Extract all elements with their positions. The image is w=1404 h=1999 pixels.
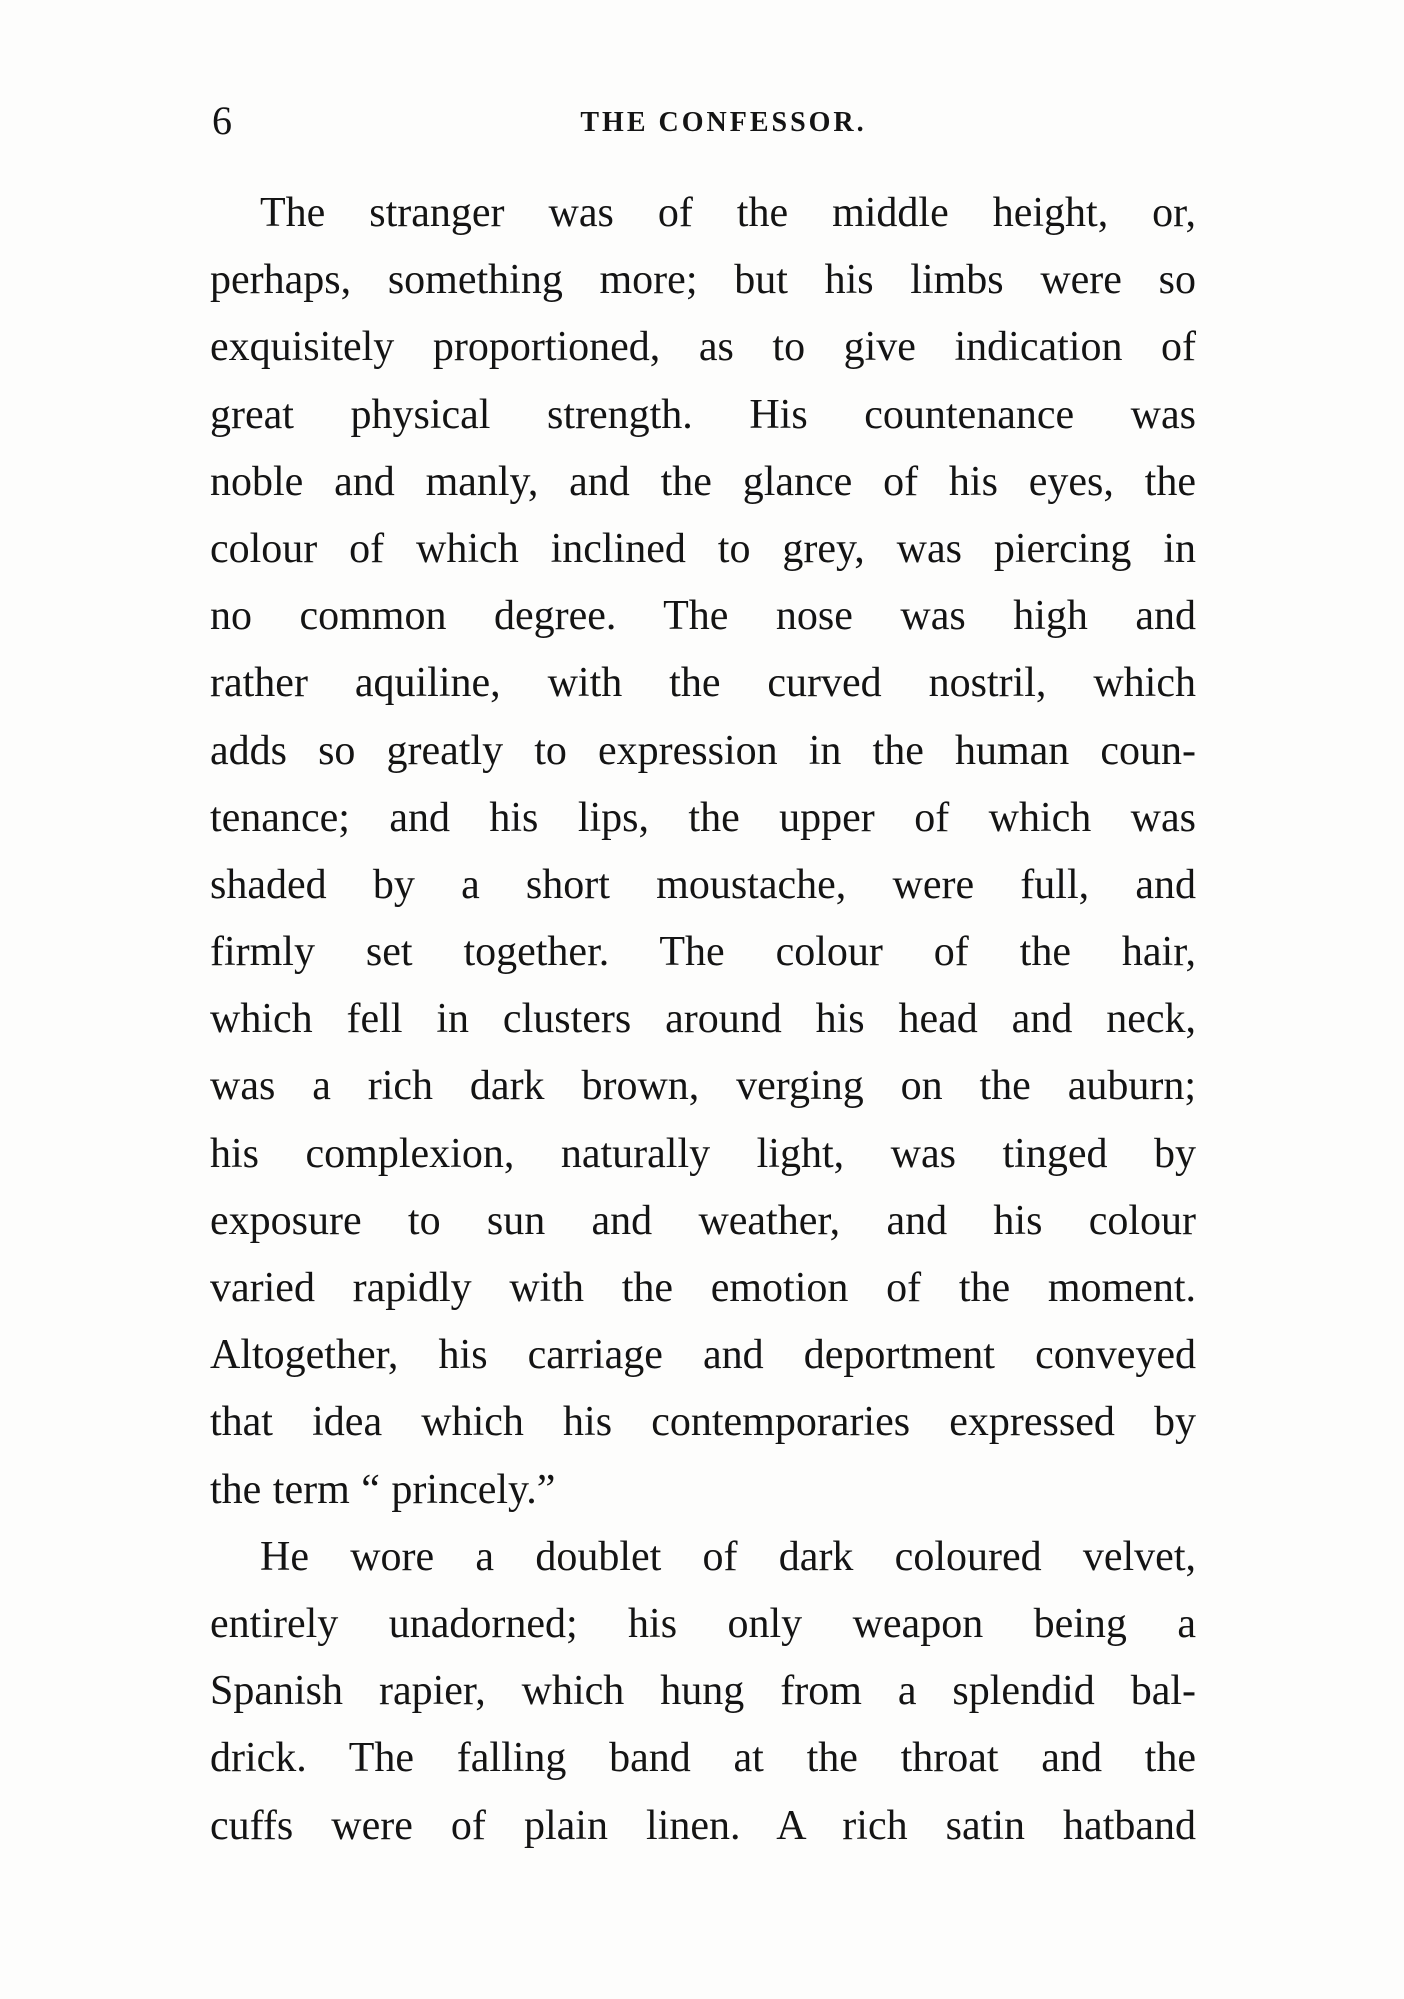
text-line: great physical strength. His countenance was xyxy=(210,391,1196,438)
text-line: colour of which inclined to grey, was piercing in xyxy=(210,525,1196,572)
page-number: 6 xyxy=(212,98,232,143)
text-line: rather aquiline, with the curved nostril, which xyxy=(210,660,1196,707)
text-line: that idea which his contemporaries expressed by xyxy=(210,1399,1196,1446)
text-line: was a rich dark brown, verging on the auburn; xyxy=(210,1063,1196,1110)
text-line: which fell in clusters around his head and neck, xyxy=(210,996,1196,1043)
text-line: perhaps, something more; but his limbs were so xyxy=(210,257,1196,304)
text-line: Altogether, his carriage and deportment conveyed xyxy=(210,1332,1196,1379)
text-line: his complexion, naturally light, was tinged by xyxy=(210,1130,1196,1177)
text-line: Spanish rapier, which hung from a splendid bal- xyxy=(210,1668,1196,1715)
text-line: firmly set together. The colour of the hair, xyxy=(210,929,1196,976)
body-text xyxy=(210,180,1196,1860)
text-line: entirely unadorned; his only weapon being a xyxy=(210,1600,1196,1647)
text-line: The stranger was of the middle height, or, xyxy=(260,190,1196,236)
text-line: no common degree. The nose was high and xyxy=(210,593,1196,640)
text-line: cuffs were of plain linen. A rich satin hatband xyxy=(210,1802,1196,1849)
paragraph-2 xyxy=(210,1524,1196,1860)
text-line: the term “ princely.” xyxy=(210,1466,556,1513)
text-line: varied rapidly with the emotion of the moment. xyxy=(210,1265,1196,1311)
page-header xyxy=(212,96,1195,146)
paragraph-1 xyxy=(210,180,1196,1524)
text-line: shaded by a short moustache, were full, and xyxy=(210,861,1196,908)
text-line: adds so greatly to expression in the human coun- xyxy=(210,727,1196,774)
text-line: exquisitely proportioned, as to give indication of xyxy=(210,324,1196,371)
text-line: noble and manly, and the glance of his eyes, the xyxy=(210,458,1196,505)
text-line: drick. The falling band at the throat and the xyxy=(210,1735,1196,1782)
running-title: THE CONFESSOR. xyxy=(580,107,867,138)
text-line: exposure to sun and weather, and his colour xyxy=(210,1197,1196,1244)
text-line: He wore a doublet of dark coloured velvet, xyxy=(260,1533,1196,1580)
text-line: tenance; and his lips, the upper of which was xyxy=(210,794,1196,841)
